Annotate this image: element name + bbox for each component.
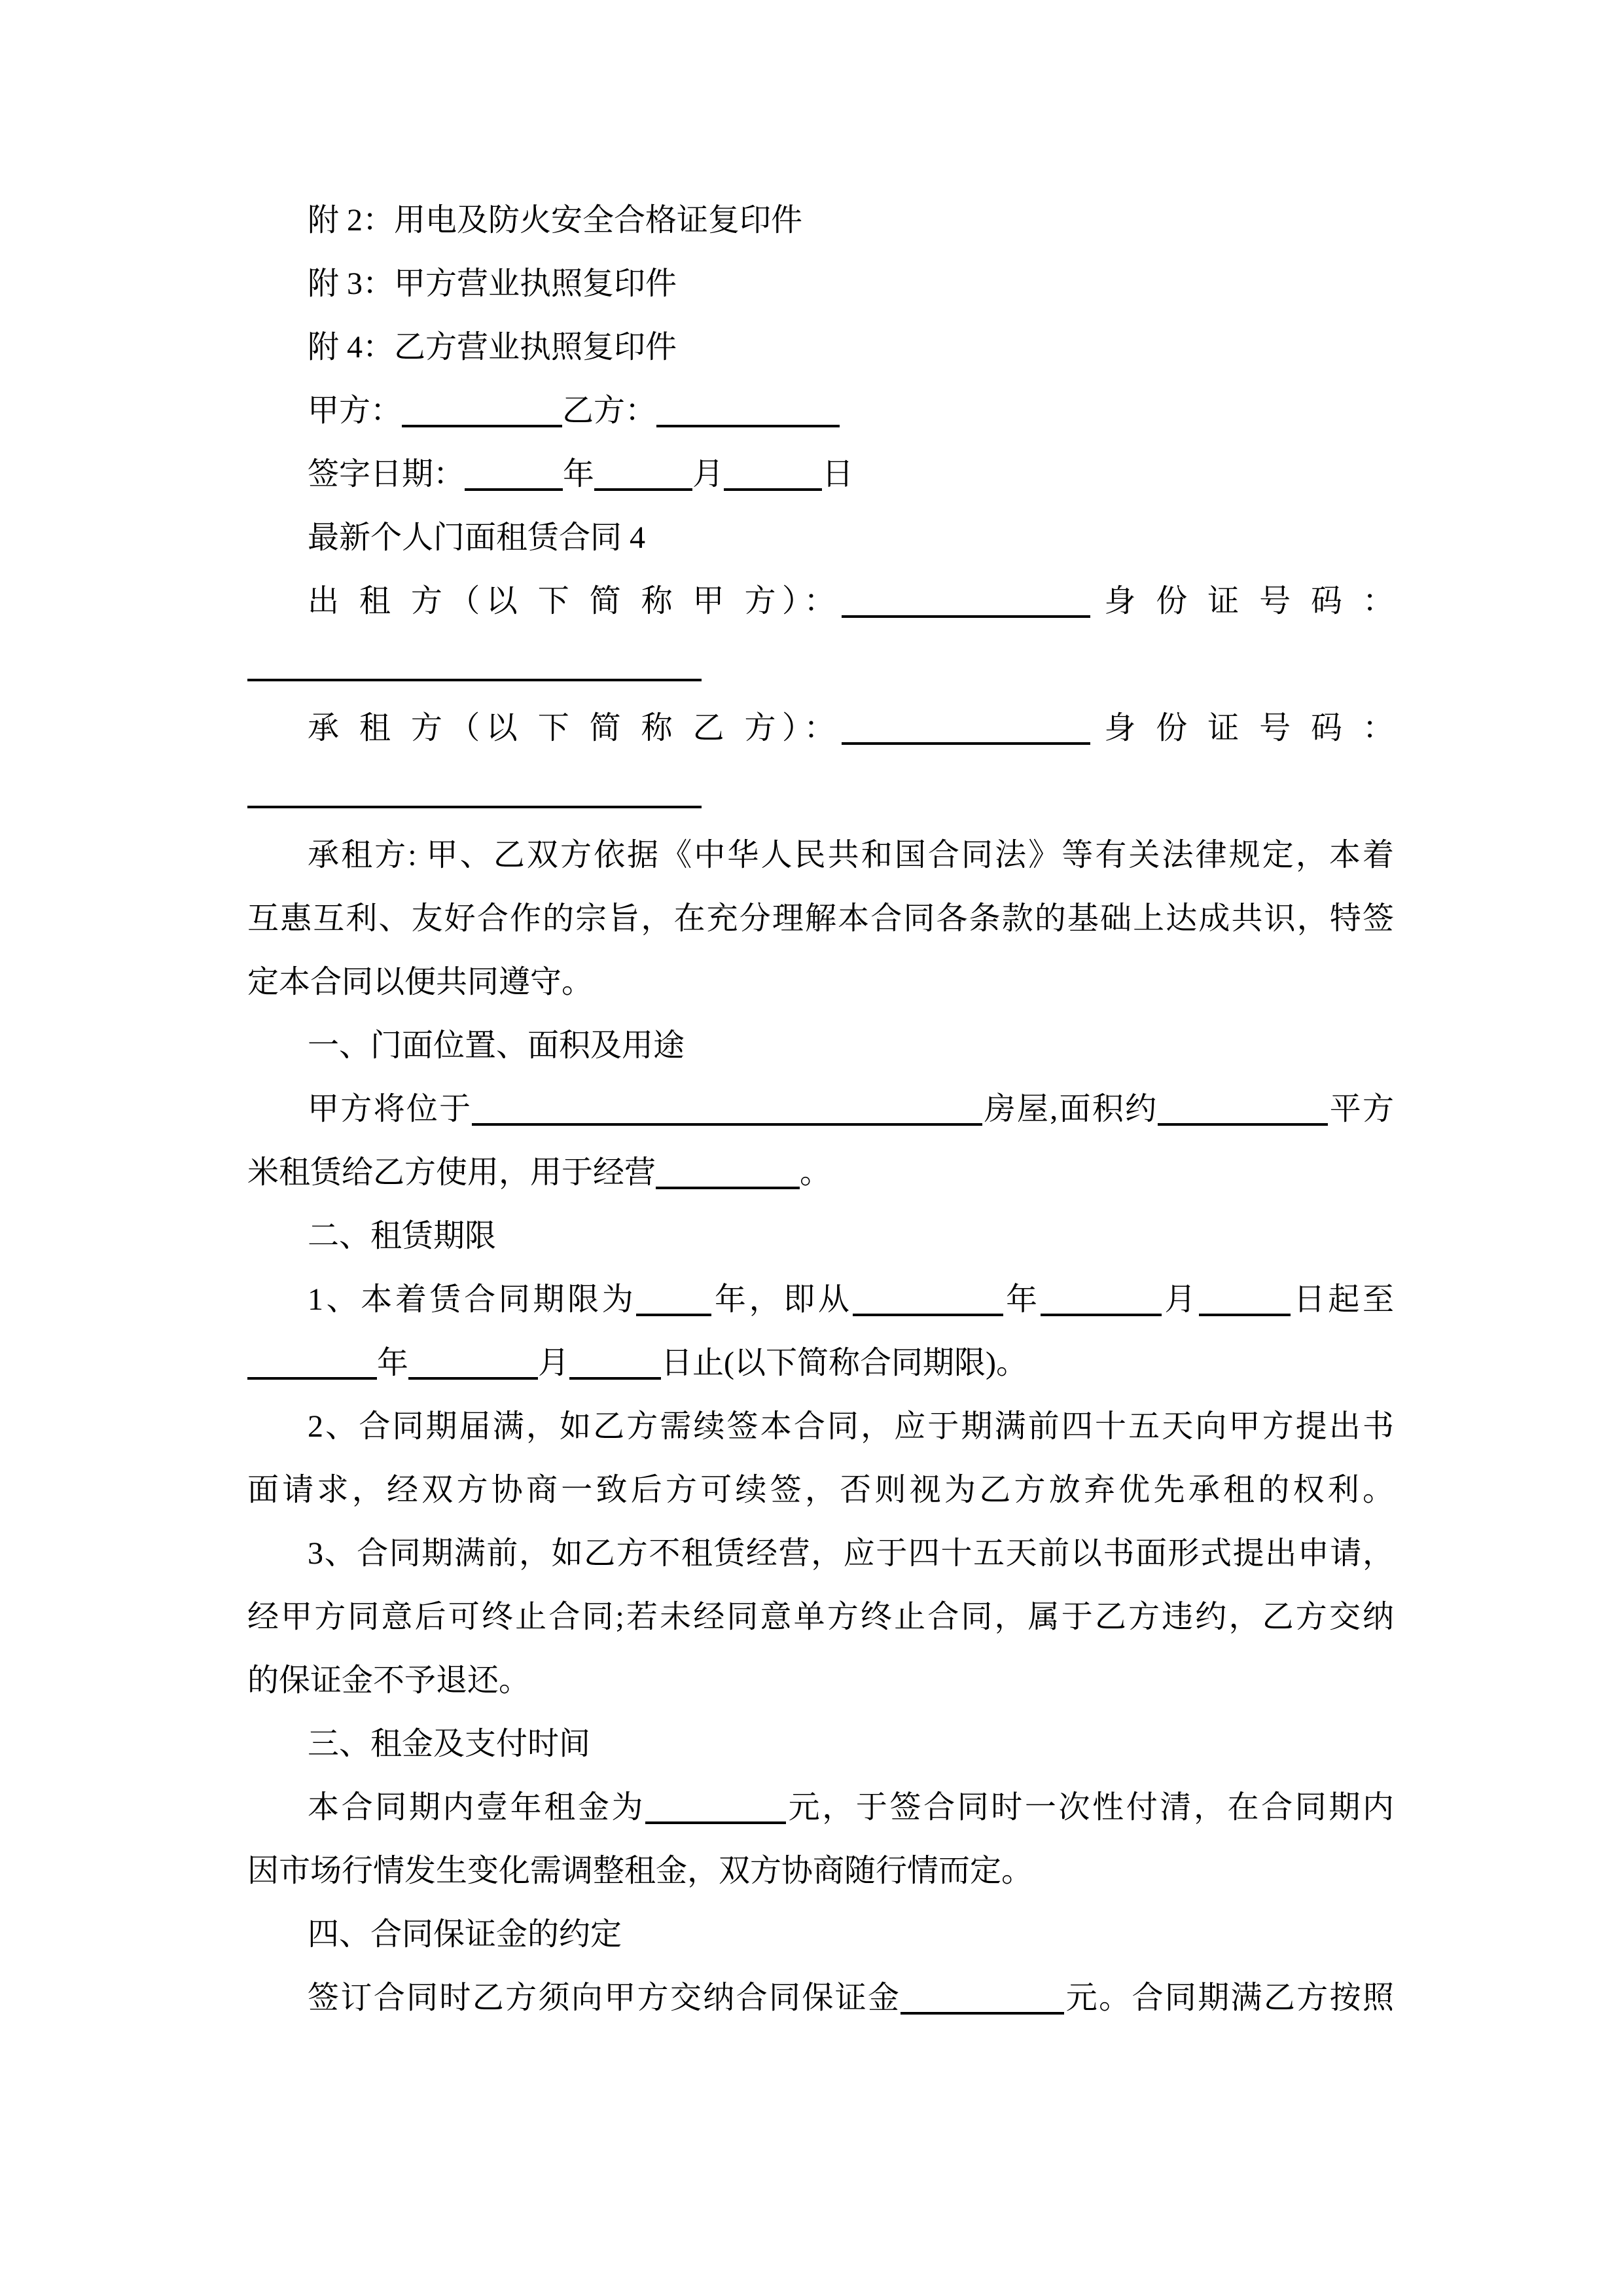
text-segment: 附 4：乙方营业执照复印件 xyxy=(308,330,677,365)
text-segment: 月 xyxy=(692,457,724,492)
clause-1-line-1 xyxy=(247,1077,1394,1141)
text-segment: 身 份 证 号 码 ： xyxy=(1090,711,1394,745)
text-segment: 本合同期内壹年租金为 xyxy=(308,1790,646,1825)
text-segment: 2、合同期届满，如乙方需续签本合同，应于期满前四十五天向甲方提出书 xyxy=(308,1409,1394,1444)
preamble-line-3 xyxy=(247,950,1394,1014)
clause-4-line-1 xyxy=(247,1966,1394,2030)
blank-underline xyxy=(842,584,1090,618)
text-segment: 附 2：用电及防火安全合格证复印件 xyxy=(308,203,803,238)
text-segment: 日止(以下简称合同期限)。 xyxy=(661,1346,1028,1380)
lessor-id-blank-line xyxy=(247,633,1394,696)
attachment-4-line xyxy=(247,315,1394,379)
text-segment: 承租方: 甲、乙双方依据《中华人民共和国合同法》等有关法律规定，本着 xyxy=(308,838,1394,872)
blank-underline xyxy=(594,457,692,491)
text-segment: 乙方： xyxy=(562,393,657,428)
text-segment: 元，于签合同时一次性付清，在合同期内 xyxy=(786,1790,1394,1825)
text-segment: 年 xyxy=(1003,1282,1041,1317)
clause-3-line-2 xyxy=(247,1839,1394,1903)
blank-underline xyxy=(1199,1282,1291,1316)
blank-underline xyxy=(656,393,840,427)
text-segment: 年 xyxy=(563,457,595,492)
clause-2-3-line-3 xyxy=(247,1649,1394,1712)
text-segment: 面请求，经双方协商一致后方可续签，否则视为乙方放弃优先承租的权利。 xyxy=(247,1473,1394,1507)
blank-underline xyxy=(901,1981,1064,2015)
text-segment: 签订合同时乙方须向甲方交纳合同保证金 xyxy=(308,1981,901,2015)
clause-1-line-2 xyxy=(247,1141,1394,1204)
text-segment: 平方 xyxy=(1328,1092,1394,1126)
text-segment: 的保证金不予退还。 xyxy=(247,1663,531,1698)
text-segment: 签字日期： xyxy=(308,457,465,492)
text-segment: 1、本着赁合同期限为 xyxy=(308,1282,637,1317)
text-segment: 日起至 xyxy=(1291,1282,1394,1317)
text-segment: 日 xyxy=(822,457,854,492)
contract-title-line xyxy=(247,506,1394,569)
text-segment: 3、合同期满前，如乙方不租赁经营，应于四十五天前以书面形式提出申请， xyxy=(308,1536,1394,1571)
clause-2-2-line-1 xyxy=(247,1395,1394,1458)
text-segment: 四、合同保证金的约定 xyxy=(308,1917,622,1952)
text-segment: 三、租金及支付时间 xyxy=(308,1727,591,1761)
blank-underline xyxy=(1158,1092,1328,1126)
document-body xyxy=(247,188,1394,2030)
text-segment: 身 份 证 号 码 ： xyxy=(1090,584,1394,619)
text-segment: 承 租 方（以 下 简 称 乙 方）： xyxy=(308,711,842,745)
text-segment: 米租赁给乙方使用，用于经营 xyxy=(247,1155,656,1190)
text-segment: 月 xyxy=(538,1346,570,1380)
text-segment: 元。合同期满乙方按照 xyxy=(1064,1981,1394,2015)
lessee-id-blank-line xyxy=(247,760,1394,823)
section-1-heading xyxy=(247,1014,1394,1077)
attachment-2-line xyxy=(247,188,1394,252)
blank-underline xyxy=(853,1282,1003,1316)
text-segment: 定本合同以便共同遵守。 xyxy=(247,965,594,999)
blank-underline xyxy=(645,1790,786,1824)
text-segment: 二、租赁期限 xyxy=(308,1219,497,1253)
blank-underline xyxy=(636,1282,711,1316)
clause-2-3-line-1 xyxy=(247,1522,1394,1585)
attachment-3-line xyxy=(247,252,1394,315)
sign-date-line xyxy=(247,442,1394,506)
lessor-line xyxy=(247,569,1394,633)
preamble-line-2 xyxy=(247,887,1394,950)
preamble-line-1 xyxy=(247,823,1394,887)
blank-underline xyxy=(247,1346,377,1380)
text-segment: 一、门面位置、面积及用途 xyxy=(308,1028,685,1063)
text-segment: 因市场行情发生变化需调整租金，双方协商随行情而定。 xyxy=(247,1854,1033,1888)
blank-underline xyxy=(842,711,1090,745)
text-segment: 互惠互利、友好合作的宗旨，在充分理解本合同各条款的基础上达成共识，特签 xyxy=(247,901,1394,936)
section-3-heading xyxy=(247,1712,1394,1776)
text-segment: 经甲方同意后可终止合同;若未经同意单方终止合同，属于乙方违约，乙方交纳 xyxy=(247,1600,1394,1634)
text-segment: 房屋,面积约 xyxy=(982,1092,1158,1126)
blank-underline xyxy=(569,1346,661,1380)
blank-underline xyxy=(408,1346,538,1380)
text-segment: 。 xyxy=(800,1155,832,1190)
text-segment: 年，即从 xyxy=(711,1282,853,1317)
section-2-heading xyxy=(247,1204,1394,1268)
blank-underline xyxy=(402,393,562,427)
text-segment: 甲方将位于 xyxy=(308,1092,473,1126)
blank-underline xyxy=(472,1092,982,1126)
lessee-line xyxy=(247,696,1394,760)
blank-underline xyxy=(656,1155,800,1189)
text-segment: 年 xyxy=(377,1346,409,1380)
clause-2-1-line-1 xyxy=(247,1268,1394,1331)
text-segment: 附 3：甲方营业执照复印件 xyxy=(308,266,677,301)
section-4-heading xyxy=(247,1903,1394,1966)
text-segment: 出 租 方（以 下 简 称 甲 方）： xyxy=(308,584,842,619)
clause-2-2-line-2 xyxy=(247,1458,1394,1522)
party-signature-line xyxy=(247,379,1394,442)
clause-2-1-line-2 xyxy=(247,1331,1394,1395)
blank-underline xyxy=(724,457,822,491)
blank-underline xyxy=(465,457,563,491)
clause-3-line-1 xyxy=(247,1776,1394,1839)
text-segment: 甲方： xyxy=(308,393,402,428)
blank-underline xyxy=(1041,1282,1162,1316)
clause-2-3-line-2 xyxy=(247,1585,1394,1649)
blank-underline xyxy=(247,774,702,808)
blank-underline xyxy=(247,647,702,681)
text-segment: 月 xyxy=(1161,1282,1200,1317)
text-segment: 最新个人门面租赁合同 4 xyxy=(308,520,646,555)
